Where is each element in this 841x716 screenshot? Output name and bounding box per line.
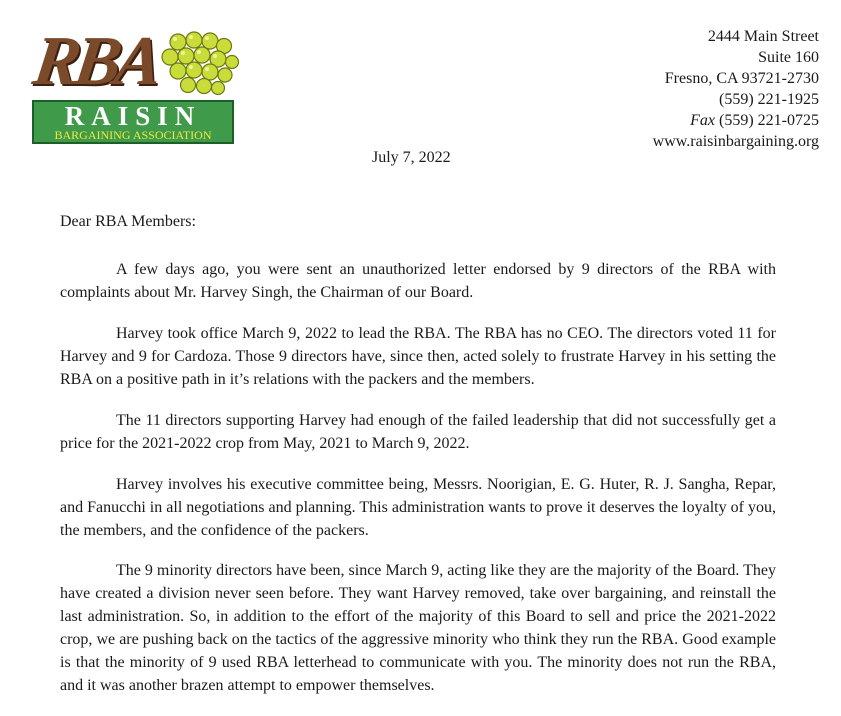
address-fax [653,110,819,131]
fax-number: (559) 221-0725 [719,112,819,129]
logo-tagline: BARGAINING ASSOCIATION [54,128,212,142]
logo-name: RAISIN [64,101,202,131]
address-phone: (559) 221-1925 [719,91,819,108]
address-website: www.raisinbargaining.org [652,133,819,150]
grapes-icon [158,30,240,96]
body-paragraph: The 9 minority directors have been, since March 9, acting like they are the majority of the Board. They have created a division never seen before. They want Harvey removed, take over bargaining, and reinstall the last administration. So, in addition to the effort of the majority of this Board to sell and price the 2021-2022 crop, we are pushing back on the tactics of the aggressive minority who think they run the RBA. Good example is that the minority of 9 used RBA letterhead to communicate with you. The minority does not run the RBA, and it was another brazen attempt to empower themselves. [60,562,776,694]
rba-logo [30,24,240,150]
address-street: 2444 Main Street [707,28,819,45]
body-paragraph: Harvey took office March 9, 2022 to lead the RBA. The RBA has no CEO. The directors voted 11 for Harvey and 9 for Cardoza. Those 9 directors have, since then, acted solely to frustrate Harvey in his setting the RBA on a positive path in it’s relations with the packers and the members. [60,325,776,388]
address-block [653,26,819,152]
logo-banner [32,100,234,144]
body-paragraph: A few days ago, you were sent an unauthorized letter endorsed by 9 directors of the RBA with complaints about Mr. Harvey Singh, the Chairman of our Board. [60,261,776,301]
address-suite: Suite 160 [758,49,819,66]
address-city: Fresno, CA 93721-2730 [664,70,819,87]
letter-date: July 7, 2022 [372,149,451,166]
logo-initials: RBA [28,23,162,100]
body-paragraph: Harvey involves his executive committee being, Messrs. Noorigian, E. G. Huter, R. J. Sangha, Repar, and Fanucchi in all negotiations and planning. This administration wants to prove it deserves the loyalty of you, the members, and the confidence of the packers. [60,476,776,539]
fax-label: Fax [690,112,716,129]
salutation: Dear RBA Members: [60,213,196,230]
body-paragraph: The 11 directors supporting Harvey had enough of the failed leadership that did not successfully get a price for the 2021-2022 crop from May, 2021 to March 9, 2022. [60,412,776,452]
